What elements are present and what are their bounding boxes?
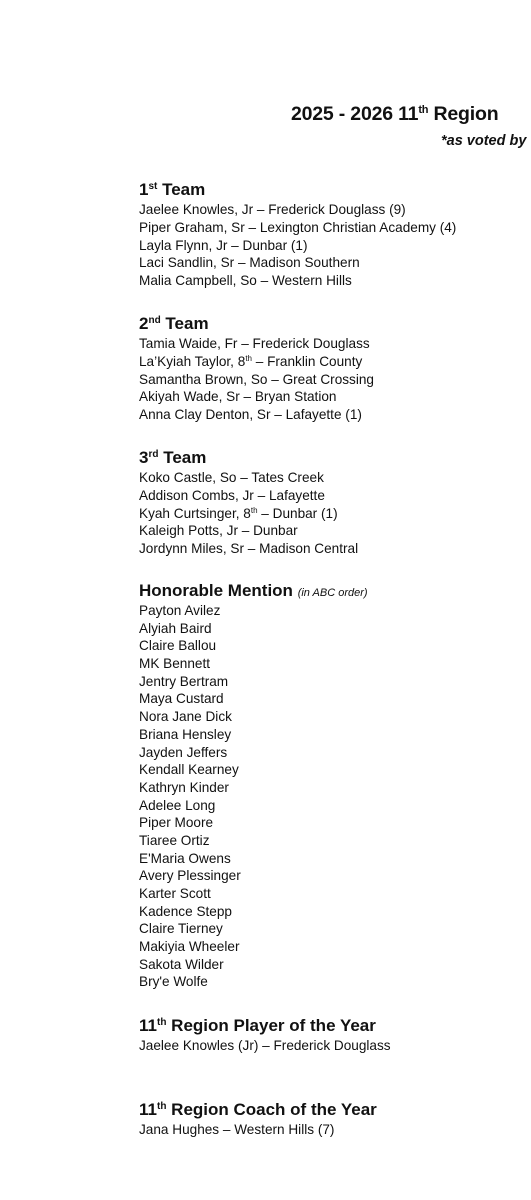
honorable-mention-section	[139, 581, 529, 991]
second-team-section	[139, 314, 529, 424]
title-years: 2025 - 2026 11	[291, 103, 419, 125]
list-item: Layla Flynn, Jr – Dunbar (1)	[139, 237, 308, 253]
player-of-year-winner: Jaelee Knowles (Jr) – Frederick Douglass	[139, 1038, 391, 1053]
player-school: – Franklin County	[251, 353, 363, 369]
list-item: Piper Moore	[139, 815, 214, 831]
second-team-heading	[139, 314, 529, 334]
second-team-heading-num: 2	[139, 314, 149, 333]
honorable-mention-list	[139, 602, 529, 991]
list-item: Malia Campbell, So – Western Hills	[139, 273, 352, 289]
coach-of-year-section	[139, 1100, 529, 1139]
list-item: Nora Jane Dick	[139, 709, 232, 725]
list-item: Tamia Waide, Fr – Frederick Douglass	[139, 336, 370, 351]
list-item: Maya Custard	[139, 691, 224, 707]
list-item: Jordynn Miles, Sr – Madison Central	[139, 541, 359, 557]
list-item: Payton Avilez	[139, 603, 221, 618]
list-item: Briana Hensley	[139, 726, 232, 742]
abc-order-note: (in ABC order)	[297, 587, 368, 599]
coach-of-year-heading-num: 11	[139, 1100, 157, 1119]
list-item: Jayden Jeffers	[139, 744, 228, 760]
grade-superscript: th	[250, 505, 258, 515]
first-team-heading-sup: st	[148, 181, 158, 192]
player-school: – Dunbar (1)	[257, 505, 338, 521]
document-title	[291, 103, 498, 126]
list-item: Kathryn Kinder	[139, 779, 229, 795]
third-team-heading-num: 3	[139, 448, 149, 467]
coach-of-year-winner: Jana Hughes – Western Hills (7)	[139, 1122, 335, 1137]
list-item: Adelee Long	[139, 797, 216, 813]
list-item: Karter Scott	[139, 886, 211, 901]
player-of-year-heading-text: Region Player of the Year	[166, 1016, 376, 1035]
player-of-year-heading	[139, 1016, 529, 1036]
list-item: Tiaree Ortiz	[139, 832, 210, 848]
third-team-heading-text: Team	[158, 448, 207, 467]
list-item: Koko Castle, So – Tates Creek	[139, 470, 324, 485]
list-item: Claire Ballou	[139, 638, 217, 654]
coach-of-year-heading-text: Region Coach of the Year	[166, 1100, 377, 1119]
list-item: Laci Sandlin, Sr – Madison Southern	[139, 255, 360, 271]
list-item: Kadence Stepp	[139, 903, 232, 919]
first-team-list	[139, 201, 529, 290]
list-item: Jentry Bertram	[139, 673, 229, 689]
player-name-grade: La’Kyiah Taylor, 8	[139, 353, 246, 369]
player-of-year-heading-sup: th	[156, 1017, 167, 1028]
third-team-section	[139, 448, 529, 558]
list-item: Akiyah Wade, Sr – Bryan Station	[139, 389, 337, 405]
first-team-section	[139, 180, 529, 290]
third-team-heading	[139, 448, 529, 468]
list-item: Avery Plessinger	[139, 868, 241, 884]
document-subtitle: *as voted by	[441, 133, 527, 149]
first-team-heading-text: Team	[157, 180, 206, 199]
list-item	[139, 505, 529, 523]
third-team-list	[139, 469, 529, 558]
list-item: Claire Tierney	[139, 921, 223, 937]
coach-of-year-heading-sup: th	[156, 1101, 167, 1112]
second-team-heading-text: Team	[160, 314, 209, 333]
list-item: Bry'e Wolfe	[139, 974, 208, 990]
list-item: Kaleigh Potts, Jr – Dunbar	[139, 523, 298, 539]
honorable-mention-title: Honorable Mention	[139, 581, 293, 600]
list-item: Kendall Kearney	[139, 762, 239, 778]
list-item: Samantha Brown, So – Great Crossing	[139, 371, 374, 387]
second-team-heading-sup: nd	[148, 315, 161, 326]
title-region: Region	[428, 103, 499, 125]
first-team-heading-num: 1	[139, 180, 149, 199]
list-item: Alyiah Baird	[139, 620, 212, 636]
grade-superscript: th	[245, 353, 252, 363]
list-item: Jaelee Knowles, Jr – Frederick Douglass (9)	[139, 202, 406, 217]
player-of-year-section	[139, 1016, 529, 1055]
list-item: Piper Graham, Sr – Lexington Christian Academy (4)	[139, 219, 457, 235]
list-item	[139, 353, 529, 371]
third-team-heading-sup: rd	[148, 449, 159, 460]
player-name-grade: Kyah Curtsinger, 8	[139, 505, 251, 521]
first-team-heading	[139, 180, 529, 200]
list-item: Makiyia Wheeler	[139, 939, 240, 955]
player-of-year-heading-num: 11	[139, 1016, 157, 1035]
list-item: MK Bennett	[139, 656, 211, 672]
list-item: Sakota Wilder	[139, 956, 224, 972]
list-item: Addison Combs, Jr – Lafayette	[139, 487, 325, 503]
coach-of-year-heading	[139, 1100, 529, 1120]
list-item: E'Maria Owens	[139, 850, 231, 866]
list-item: Anna Clay Denton, Sr – Lafayette (1)	[139, 407, 362, 423]
honorable-mention-heading	[139, 581, 529, 601]
title-superscript: th	[418, 104, 429, 116]
second-team-list	[139, 335, 529, 424]
